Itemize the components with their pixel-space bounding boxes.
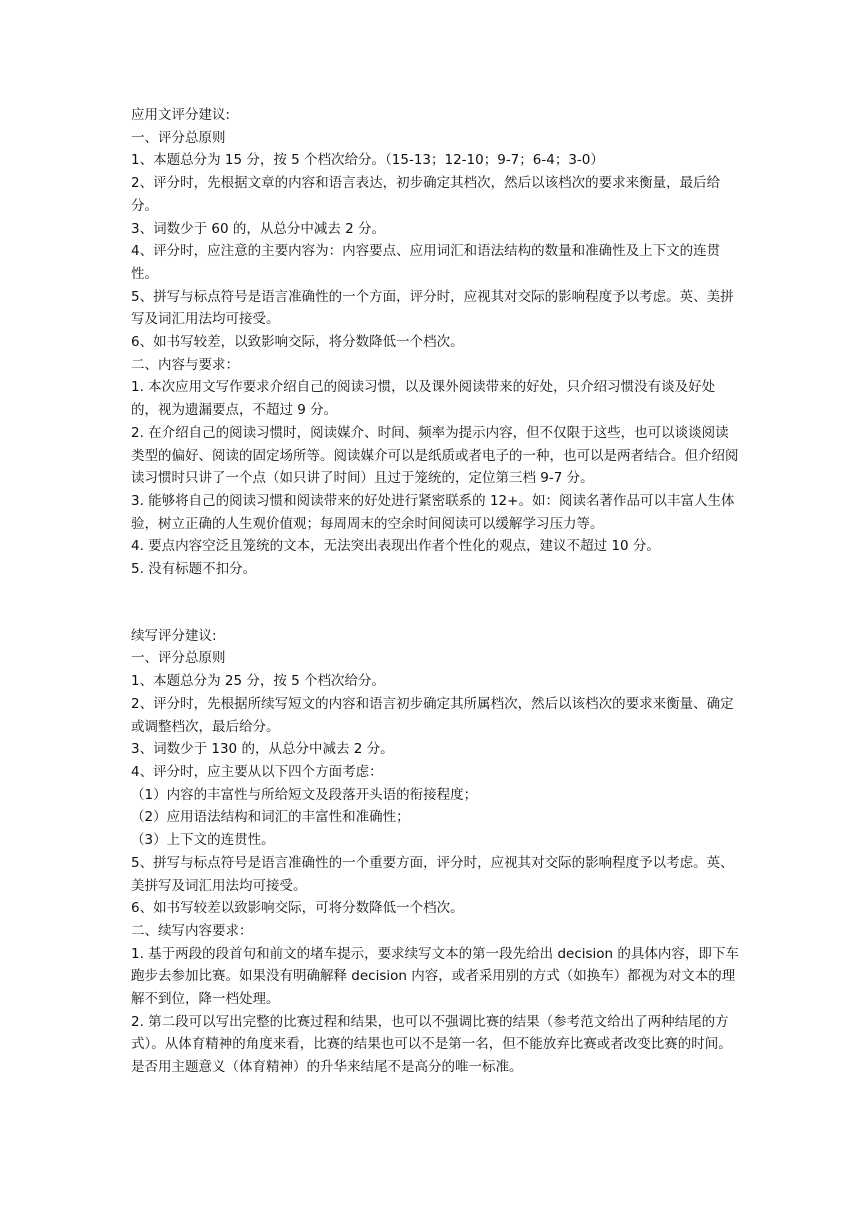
paragraph: （1）内容的丰富性与所给短文及段落开头语的衔接程度； [131, 786, 478, 803]
paragraph: （3）上下文的连贯性。 [131, 832, 275, 849]
paragraph: 二、续写内容要求： [131, 922, 253, 939]
paragraph: （2）应用语法结构和词汇的丰富性和准确性； [131, 809, 410, 826]
paragraph: 5. 没有标题不扣分。 [131, 561, 257, 578]
paragraph: 2、评分时，先根据所续写短文的内容和语言初步确定其所属档次，然后以该档次的要求来衡量、确定或调整档次，最后给分。 [131, 695, 734, 735]
paragraph: 1、本题总分为 25 分，按 5 个档次给分。 [131, 673, 386, 690]
section-spacer [131, 581, 741, 625]
paragraph: 一、评分总原则 [131, 129, 226, 146]
paragraph: 一、评分总原则 [131, 650, 226, 667]
paragraph: 1. 基于两段的段首句和前文的堵车提示，要求续写文本的第一段先给出 decision 的具体内容，即下车跑步去参加比赛。如果没有明确解释 decision 内容，或者采用别的方式（如换车）都视为对文本的理解不到位，降一档处理。 [131, 945, 739, 1008]
paragraph: 3. 能够将自己的阅读习惯和阅读带来的好处进行紧密联系的 12+。如：阅读名著作品可以丰富人生体验，树立正确的人生观价值观；每周周末的空余时间阅读可以缓解学习压力等。 [131, 492, 735, 532]
paragraph: 2. 第二段可以写出完整的比赛过程和结果，也可以不强调比赛的结果（参考范文给出了两种结尾的方式）。从体育精神的角度来看，比赛的结果也可以不是第一名，但不能放弃比赛或者改变比赛的时间。是否用主题意义（体育精神）的升华来结尾不是高分的唯一标准。 [131, 1013, 732, 1076]
paragraph: 6、如书写较差以致影响交际，可将分数降低一个档次。 [131, 900, 464, 917]
paragraph: 5、拼写与标点符号是语言准确性的一个方面，评分时，应视其对交际的影响程度予以考虑。英、美拼写及词汇用法均可接受。 [131, 288, 734, 328]
paragraph: 4. 要点内容空泛且笼统的文本，无法突出表现出作者个性化的观点，建议不超过 10 分。 [131, 538, 660, 555]
paragraph: 1. 本次应用文写作要求介绍自己的阅读习惯，以及课外阅读带来的好处，只介绍习惯没有谈及好处的，视为遗漏要点，不超过 9 分。 [131, 379, 716, 419]
paragraph: 2、评分时，先根据文章的内容和语言表达，初步确定其档次，然后以该档次的要求来衡量，最后给分。 [131, 175, 721, 214]
section-title: 应用文评分建议: [131, 107, 231, 123]
section-application-writing [131, 104, 741, 581]
paragraph: 2. 在介绍自己的阅读习惯时，阅读媒介、时间、频率为提示内容，但不仅限于这些，也可以谈谈阅读类型的偏好、阅读的固定场所等。阅读媒介可以是纸质或者电子的一种，也可以是两者结合。但介绍阅读习惯时只讲了一个点（如只讲了时间）且过于笼统的，定位第三档 9-7 分。 [131, 424, 739, 487]
paragraph: 4、评分时，应主要从以下四个方面考虑： [131, 763, 383, 780]
document-page [131, 104, 741, 1079]
paragraph: 二、内容与要求： [131, 356, 239, 373]
paragraph: 6、如书写较差，以致影响交际，将分数降低一个档次。 [131, 334, 464, 351]
paragraph: 4、评分时，应注意的主要内容为：内容要点、应用词汇和语法结构的数量和准确性及上下文的连贯性。 [131, 243, 721, 282]
paragraph: 1、本题总分为 15 分，按 5 个档次给分。（15-13；12-10；9-7；6-4；3-0） [131, 152, 604, 169]
paragraph: 3、词数少于 60 的，从总分中减去 2 分。 [131, 220, 386, 237]
paragraph: 3、词数少于 130 的，从总分中减去 2 分。 [131, 741, 394, 758]
section-title: 续写评分建议: [131, 627, 217, 644]
section-continuation-writing [131, 625, 741, 1079]
paragraph: 5、拼写与标点符号是语言准确性的一个重要方面，评分时，应视其对交际的影响程度予以考虑。英、美拼写及词汇用法均可接受。 [131, 854, 734, 894]
